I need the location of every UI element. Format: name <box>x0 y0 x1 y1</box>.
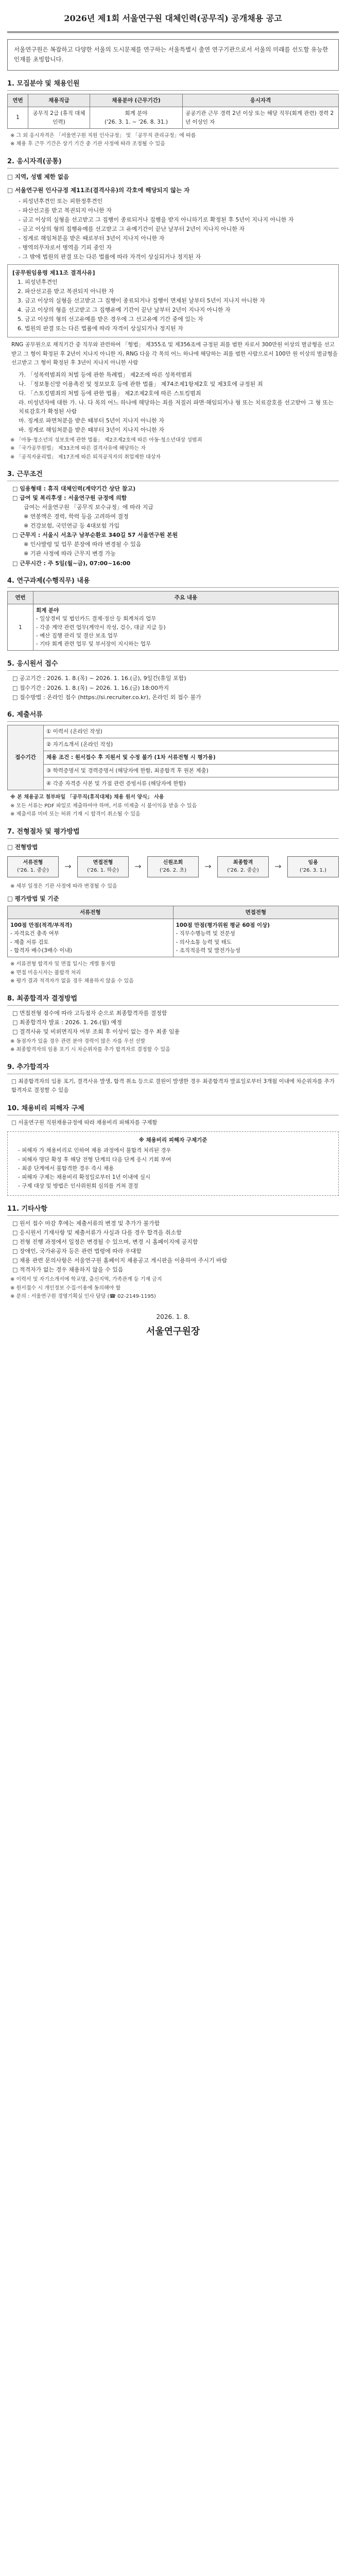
step-label: 임용 <box>308 859 318 866</box>
table-header: 주요 내용 <box>33 591 339 604</box>
document-item: 채용 조건 : 원서접수 후 지원서 및 수정 불가 (1차 서류전형 시 평가용) <box>44 751 339 764</box>
note: ※ 모든 서류는 PDF 파일로 제출하여야 하며, 서류 미제출 시 불이익을 받을 수 있음 <box>10 803 197 809</box>
list-item: 다. 「스토킹범죄의 처벌 등에 관한 법률」 제2조제2호에 따른 스토킹범죄 <box>19 390 201 397</box>
table-row <box>8 764 339 777</box>
note: ※ 최종합격자의 임용 포기 시 차순위자를 추가 합격자로 결정할 수 있음 <box>10 1047 170 1053</box>
list-item: 100점 만점(평가위원 평균 60점 이상) <box>176 922 270 929</box>
note: ※ 「공직자윤리법」 제17조에 따른 퇴직공직자의 취업제한 대상자 <box>10 454 161 460</box>
table-row <box>8 725 339 738</box>
list-item: □ 접수기간 : 2026. 1. 8.(목) ~ 2026. 1. 16.(금) 18:00까지 <box>12 684 169 691</box>
subsection-title: □ 지역, 성별 제한 없음 <box>7 173 70 180</box>
note: ※ 이력서 및 자기소개서에 학교명, 출신지역, 가족관계 등 기재 금지 <box>10 1277 162 1283</box>
section-9-heading: 9. 추가합격자 <box>7 1062 339 1074</box>
law-heading: [공무원임용령 제11조 결격사유] <box>12 269 95 276</box>
list-item: □ 공고기간 : 2026. 1. 8.(목) ~ 2026. 1. 16.(금), 9일간(휴일 포함) <box>12 675 186 682</box>
table-header: 서류전형 <box>8 906 174 919</box>
table-row <box>8 919 339 957</box>
flow-note <box>7 883 339 891</box>
law-list <box>12 278 334 333</box>
list-item: □ 급여 및 복리후생 : 서울연구원 규정에 의함 <box>12 495 127 502</box>
note: ※ 「아동·청소년의 성보호에 관한 법률」 제2조제2호에 따른 아동·청소년대상 성범죄 <box>10 437 202 443</box>
row-qualification: 공공기관 근무 경력 2년 이상 또는 해당 직무(회계 관련) 경력 2년 이상인 자 <box>183 107 339 129</box>
table-header: 채용분야 (근무기간) <box>90 94 183 107</box>
site-notes <box>12 540 339 558</box>
step-label: 최종합격 <box>233 859 253 866</box>
table-row <box>8 107 339 129</box>
note: ※ 평가 결과 적격자가 없을 경우 채용하지 않을 수 있음 <box>10 978 134 985</box>
duties-cell <box>33 604 339 650</box>
documents-label: 접수기간 <box>8 725 44 790</box>
list-item: 2. 파산선고를 받고 복권되지 아니한 자 <box>18 288 114 295</box>
step-label: 서류전형 <box>23 859 43 866</box>
flow-step <box>147 856 199 877</box>
list-item: - 의사소통 능력 및 태도 <box>176 939 232 945</box>
disqualification-paragraph: RNG 공무원으로 재직기간 중 직무와 관련하여 「형법」 제355조 및 제356조에 규정된 죄를 범한 자로서 300만원 이상의 벌금형을 선고받고 그 형이 확정된 후 2년이 지나지 아니한 자, RNG 다음 각 목의 어느 하나에 해당하는 죄를 범한 사람으로서 100만 원 이상의 벌금형을 선고받고 그 형이 확정된 후 3년이 지나지 아니한 사람 <box>11 342 338 366</box>
note: 급여는 서울연구원 「공무직 보수규정」에 따라 지급 <box>24 504 154 511</box>
step-date: ('26. 3. 1.) <box>300 868 326 874</box>
list-item: - 피해자 명단 확정 후 해당 전형 단계의 다음 단계 응시 기회 부여 <box>18 1156 171 1163</box>
note: ※ 세부 일정은 기관 사정에 따라 변경될 수 있음 <box>10 883 117 889</box>
section-6-notes <box>7 793 339 819</box>
recruitment-table <box>7 94 339 129</box>
pay-notes <box>12 503 339 530</box>
relief-list <box>13 1146 333 1190</box>
intro-box: 서울연구원은 복잡하고 다양한 서울의 도시문제를 연구하는 서울특별시 출연 연구기관으로서 서울의 미래를 선도할 유능한 인재를 초빙합니다. <box>7 39 339 71</box>
note: ※ 서류전형 합격자 및 면접 일시는 개별 통지함 <box>10 961 116 968</box>
list-item: □ 최종합격자 발표 : 2026. 1. 26.(월) 예정 <box>12 1019 122 1026</box>
table-row <box>8 738 339 751</box>
list-item: □ 장애인, 국가유공자 등은 관련 법령에 따라 우대함 <box>12 1248 142 1255</box>
section-3-heading: 3. 근무조건 <box>7 469 339 481</box>
section-11-heading: 11. 기타사항 <box>7 1204 339 1216</box>
duties-table <box>7 591 339 651</box>
note: ※ 면접 미응시자는 불합격 처리 <box>10 970 81 976</box>
arrow-right-icon: → <box>204 861 212 871</box>
list-item: □ 접수방법 : 온라인 접수 (https://si.recruiter.co.kr), 온라인 외 접수 불가 <box>12 693 201 701</box>
step-date: ('26. 2. 중순) <box>227 868 259 874</box>
list-item: 6. 법원의 판결 또는 다른 법률에 따라 자격이 상실되거나 정지된 자 <box>18 325 183 332</box>
list-item: 나. 「정보통신망 이용촉진 및 정보보호 등에 관한 법률」 제74조제1항제2호 및 제3호에 규정된 죄 <box>19 381 263 388</box>
list-item: - 피해자 구제는 채용비리 확정일로부터 1년 이내에 실시 <box>18 1174 150 1181</box>
note: ※ 인사발령 및 업무 분장에 따라 변경될 수 있음 <box>24 541 142 548</box>
list-item: 가. 「성폭력범죄의 처벌 등에 관한 특례법」 제2조에 따른 성폭력범죄 <box>19 371 192 379</box>
box-header: ※ 채용비리 피해자 구제기준 <box>139 1137 207 1144</box>
note: ※ 채용 후 근무 기간은 상기 기간 중 기관 사정에 따라 조정될 수 있음 <box>10 141 165 147</box>
documents-table <box>7 725 339 790</box>
list-item: □ 면접전형 점수에 따라 고득점자 순으로 최종합격자를 결정함 <box>12 1009 167 1016</box>
list-item: 라. 미성년자에 대한 가. 나. 다 목의 어느 하나에 해당하는 죄를 저질러 파면·해임되거나 형 또는 치료감호를 선고받아 그 형 또는 치료감호가 확정된 사람 <box>19 399 334 415</box>
flow-step <box>77 856 129 877</box>
note: ※ 연봉액은 경력, 학력 등을 고려하여 결정 <box>24 513 129 520</box>
duties-title: 회계 분야 <box>36 607 59 614</box>
section-4-heading: 4. 연구과제(수행직무) 내용 <box>7 576 339 588</box>
crime-list <box>7 370 339 434</box>
evaluation-table <box>7 906 339 957</box>
list-item: - 병역의무자로서 병역을 기피 중인 자 <box>19 244 112 251</box>
announcement-title: 2026년 제1회 서울연구원 대체인력(공무직) 공개채용 공고 <box>7 5 339 33</box>
issuer-name: 서울연구원장 <box>146 1326 200 1337</box>
interview-criteria <box>173 919 339 957</box>
list-item: - 그 밖에 법원의 판결 또는 다른 법률에 따라 자격이 상실되거나 정지된 자 <box>19 253 201 260</box>
subsection-title: □ 서울연구원 인사규정 제11조(결격사유)의 각호에 해당되지 않는 자 <box>7 186 190 194</box>
flow-step <box>287 856 339 877</box>
list-item: 4. 금고 이상의 형을 선고받고 그 집행유예 기간이 끝난 날부터 2년이 지나지 아니한 자 <box>18 307 231 314</box>
step-date: ('26. 1. 중순) <box>17 868 49 874</box>
victim-relief-box <box>7 1131 339 1196</box>
list-item: - 기타 회계 관련 업무 및 부서장이 지시하는 업무 <box>36 641 151 648</box>
note: ※ 「국가공무원법」 제33조에 따른 결격사유에 해당하는 자 <box>10 446 146 452</box>
table-header: 면접전형 <box>173 906 339 919</box>
row-number: 1 <box>8 107 28 129</box>
subsection-title: □ 평가방법 및 기준 <box>7 895 59 903</box>
list-item: - 제출 서류 검토 <box>10 939 49 945</box>
step-label: 신원조회 <box>163 859 183 866</box>
note: ※ 제출서류 미비 또는 허위 기재 시 합격이 취소될 수 있음 <box>10 811 141 818</box>
step-label: 면접전형 <box>93 859 113 866</box>
list-item: □ 응시원서 기재사항 및 제출서류가 사실과 다를 경우 합격을 취소함 <box>12 1229 182 1236</box>
list-item: 마. 징계로 파면처분을 받은 때부터 5년이 지나지 아니한 자 <box>19 417 164 425</box>
arrow-right-icon: → <box>134 861 142 871</box>
table-row <box>8 604 339 650</box>
list-item: □ 근무시간 : 주 5일(월~금), 07:00~16:00 <box>12 560 131 567</box>
table-header: 연번 <box>8 591 33 604</box>
note: ※ 원서접수 시 개인정보 수집·이용에 동의해야 함 <box>10 1285 121 1291</box>
document-item: ② 자기소개서 (온라인 작성) <box>44 738 339 751</box>
note: ※ 그 외 응시자격은 「서울연구원 직원 인사규정」 및 「공무직 관리규정」에 따름 <box>10 132 196 139</box>
table-row <box>8 751 339 764</box>
section-2-heading: 2. 응시자격(공통) <box>7 157 339 168</box>
step-date: ('26. 1. 하순) <box>87 868 119 874</box>
list-item: □ 원서 접수 마감 후에는 제출서류의 변경 및 추가가 불가함 <box>12 1219 160 1227</box>
row-number: 1 <box>8 604 33 650</box>
list-item: □ 채용 관련 문의사항은 서울연구원 홈페이지 채용공고 게시판을 이용하여 주시기 바람 <box>12 1257 228 1264</box>
field-name: 회계 분야 <box>125 110 148 117</box>
list-item: 100점 만점(적격/부적격) <box>10 922 73 929</box>
document-item: ① 이력서 (온라인 작성) <box>44 725 339 738</box>
announcement-date: 2026. 1. 8. <box>156 1313 190 1320</box>
section-10-heading: 10. 채용비리 피해자 구제 <box>7 1104 339 1115</box>
list-item: - 예산 집행 관리 및 결산 보조 업무 <box>36 632 118 639</box>
section-7-heading: 7. 전형절차 및 평가방법 <box>7 827 339 839</box>
note: ※ 문의 : 서울연구원 경영기획실 인사 담당 (☎ 02-2149-1195) <box>10 1294 156 1300</box>
table-header: 채용직급 <box>28 94 90 107</box>
note: ※ 본 채용공고 첨부파일 「공무직(휴직대체) 채용 원서 양식」 사용 <box>10 794 164 801</box>
list-item: - 최종 단계에서 불합격한 경우 즉시 채용 <box>18 1165 114 1172</box>
section-2-notes <box>7 436 339 462</box>
section-1-notes <box>7 132 339 148</box>
list-item: - 파산선고를 받고 복권되지 아니한 자 <box>19 207 112 214</box>
list-item: □ 전형 진행 과정에서 일정은 변경될 수 있으며, 변경 시 홈페이지에 공지함 <box>12 1238 198 1245</box>
list-item: □ 근무지 : 서울시 서초구 남부순환로 340길 57 서울연구원 본원 <box>12 532 178 539</box>
flow-step <box>217 856 269 877</box>
subsection-title: □ 전형방법 <box>7 843 38 851</box>
list-item: 1. 피성년후견인 <box>18 278 58 285</box>
final-decision-list <box>7 1009 339 1036</box>
list-item: □ 임용형태 : 휴직 대체인력(계약기간 상단 참고) <box>12 485 136 493</box>
section-8-notes <box>7 1038 339 1054</box>
law-reference-box <box>7 264 339 337</box>
list-item: - 피해자 가 채용비리로 인하여 채용 과정에서 불합격 처리된 경우 <box>18 1147 171 1154</box>
application-list <box>7 674 339 701</box>
selection-flow <box>7 856 339 877</box>
work-conditions-list <box>7 484 339 567</box>
evaluation-notes <box>7 960 339 986</box>
list-item: - 구제 대상 및 방법은 인사위원회 심의를 거쳐 결정 <box>18 1183 139 1190</box>
list-item: - 금고 이상의 형의 집행유예를 선고받고 그 유예기간이 끝난 날부터 2년이 지나지 아니한 자 <box>19 225 245 232</box>
list-item: - 조직적응력 및 발전가능성 <box>176 947 240 954</box>
table-header: 응시자격 <box>183 94 339 107</box>
additional-pass-text: □ 최종합격자의 임용 포기, 결격사유 발생, 합격 취소 등으로 결원이 발생한 경우 최종합격자 발표일로부터 3개월 이내에 차순위자를 추가 합격자로 결정할 수 있음 <box>11 1078 335 1094</box>
section-1-heading: 1. 모집분야 및 채용인원 <box>7 79 339 91</box>
section-8-heading: 8. 최종합격자 결정방법 <box>7 994 339 1006</box>
table-header: 연번 <box>8 94 28 107</box>
arrow-right-icon: → <box>64 861 72 871</box>
list-item: 바. 징계로 해임처분을 받은 때부터 3년이 지나지 아니한 자 <box>19 427 164 434</box>
note: ※ 동점자가 있을 경우 관련 분야 경력이 많은 자를 우선 선발 <box>10 1038 146 1044</box>
list-item: - 피성년후견인 또는 피한정후견인 <box>19 197 103 205</box>
list-item: - 금고 이상의 실형을 선고받고 그 집행이 종료되거나 집행을 받지 아니하기로 확정된 후 5년이 지나지 아니한 자 <box>19 216 294 223</box>
list-item: - 각종 계약 관련 업무(계약서 작성, 검수, 대금 지급 등) <box>36 624 166 631</box>
step-date: ('26. 2. 초) <box>159 868 186 874</box>
list-item: □ 적격자가 없는 경우 채용하지 않을 수 있음 <box>12 1266 124 1274</box>
list-item: 3. 금고 이상의 실형을 선고받고 그 집행이 종료되거나 집행이 면제된 날부터 5년이 지나지 아니한 자 <box>18 297 265 304</box>
flow-step <box>7 856 59 877</box>
list-item: - 징계로 해임처분을 받은 때로부터 3년이 지나지 아니한 자 <box>19 234 165 242</box>
document-item: ④ 각종 자격증 사본 및 가점 관련 증빙서류 (해당자에 한함) <box>44 777 339 790</box>
arrow-right-icon: → <box>274 861 282 871</box>
table-row <box>8 777 339 790</box>
disqualification-list <box>7 197 339 261</box>
section-6-heading: 6. 제출서류 <box>7 710 339 722</box>
list-item: - 직무수행능력 및 전문성 <box>176 930 235 937</box>
section-5-heading: 5. 응시원서 접수 <box>7 659 339 671</box>
list-item: □ 결격사유 및 비위면직자 여부 조회 후 이상이 없는 경우 최종 임용 <box>12 1028 180 1035</box>
list-item: - 일상경비 및 법인카드 결제·정산 등 회계처리 업무 <box>36 616 157 622</box>
document-item: ③ 학력증명서 및 경력증명서 (해당자에 한함, 최종합격 후 원본 제출) <box>44 764 339 777</box>
section-11-notes <box>7 1276 339 1301</box>
field-period: ('26. 3. 1. ~ '26. 8. 31.) <box>105 118 168 125</box>
victim-relief-text: □ 서울연구원 직원채용규정에 따라 채용비리 피해자를 구제함 <box>11 1119 158 1126</box>
list-item: - 합격자 배수(3배수 이내) <box>10 947 72 954</box>
misc-list <box>7 1219 339 1274</box>
document-screening-criteria <box>8 919 174 957</box>
list-item: 5. 금고 이상의 형의 선고유예를 받은 경우에 그 선고유예 기간 중에 있는 자 <box>18 316 203 323</box>
note: ※ 기관 사정에 따라 근무지 변경 가능 <box>24 550 116 557</box>
note: ※ 건강보험, 국민연금 등 4대보험 가입 <box>24 522 119 530</box>
row-grade: 공무직 2급 (휴직 대체인력) <box>28 107 90 129</box>
list-item: - 자격요건 충족 여부 <box>10 930 59 937</box>
row-field <box>90 107 183 129</box>
